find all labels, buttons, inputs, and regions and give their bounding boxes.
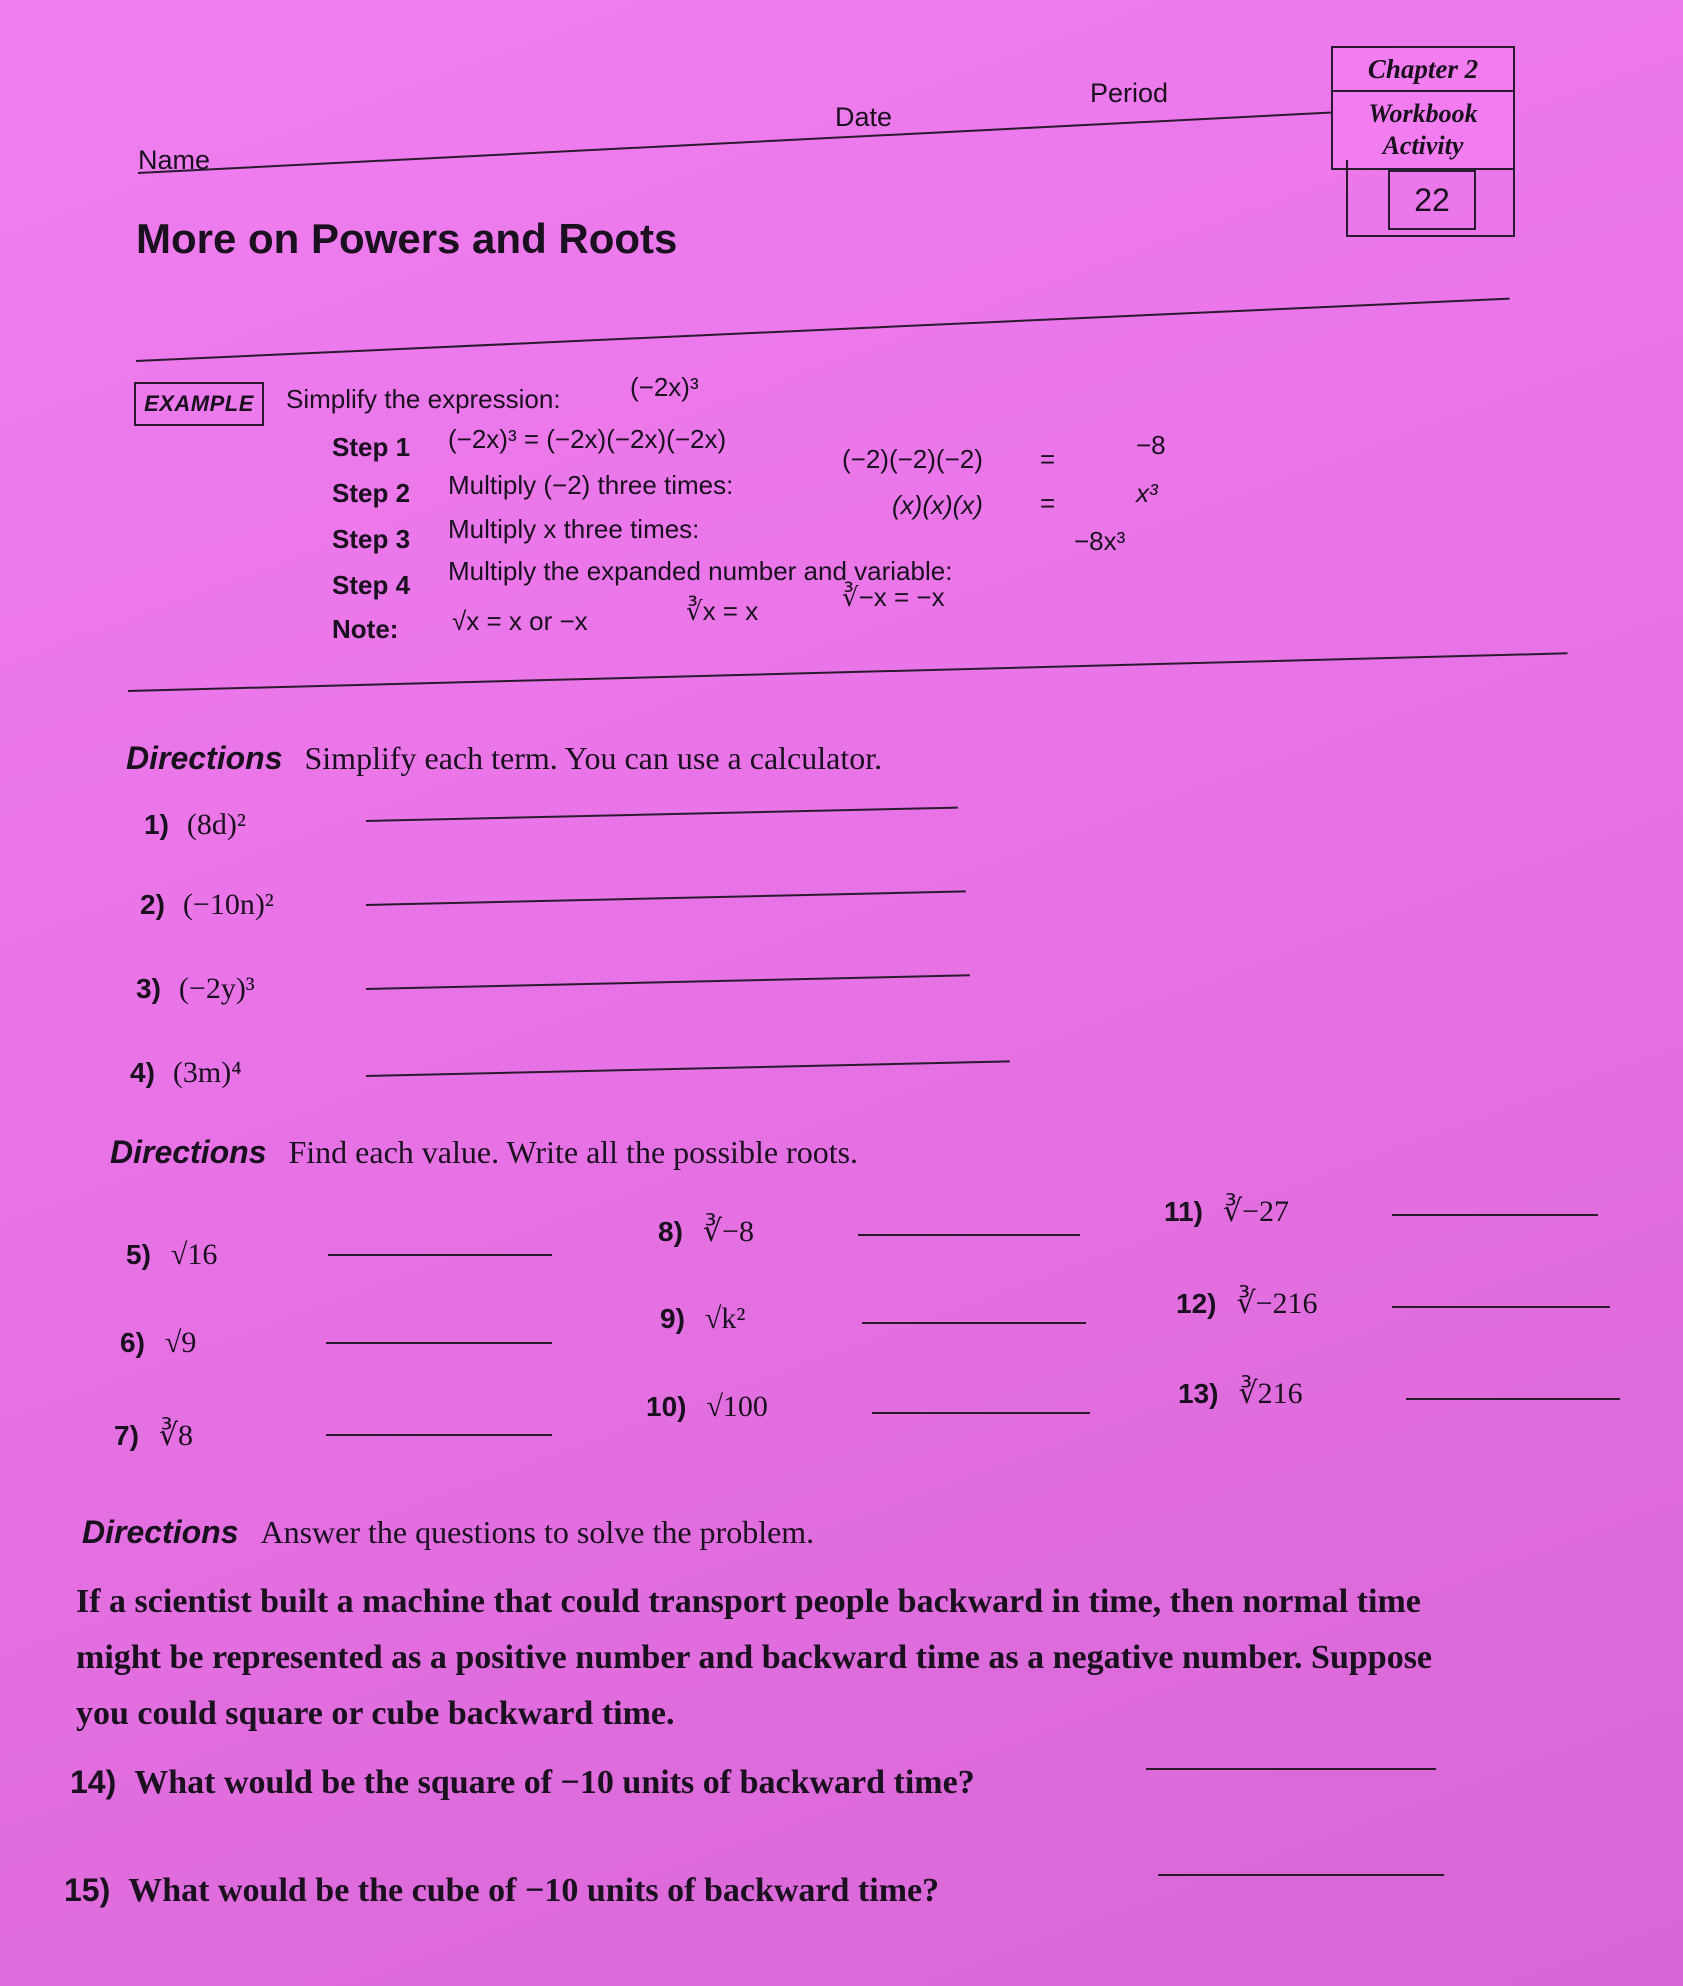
note-square-root: √x = x or −x bbox=[452, 606, 588, 636]
problem-1-expr: (8d)² bbox=[186, 808, 246, 841]
answer-line-8[interactable] bbox=[858, 1234, 1080, 1236]
answer-line-11[interactable] bbox=[1392, 1214, 1598, 1216]
name-label: Name bbox=[138, 145, 211, 175]
step-1-label: Step 1 bbox=[332, 432, 411, 462]
problem-5-num: 5) bbox=[126, 1239, 151, 1270]
question-15 bbox=[64, 1872, 939, 1910]
step-2-result: −8 bbox=[1136, 430, 1166, 460]
step-4-result: −8x³ bbox=[1074, 526, 1126, 556]
step-4-text: Multiply the expanded number and variable: bbox=[448, 556, 953, 586]
chapter-box bbox=[1331, 46, 1515, 170]
problem-11-num: 11) bbox=[1164, 1196, 1203, 1227]
question-15-text: What would be the cube of −10 units of backward time? bbox=[128, 1872, 940, 1909]
title-divider bbox=[136, 298, 1510, 362]
problem-7 bbox=[114, 1418, 193, 1453]
answer-line-4[interactable] bbox=[366, 1060, 1010, 1077]
problem-3 bbox=[136, 972, 255, 1006]
step-2-work: (−2)(−2)(−2) bbox=[842, 444, 983, 474]
problem-2 bbox=[140, 888, 274, 922]
step-3-work: (x)(x)(x) bbox=[892, 490, 983, 520]
problem-2-expr: (−10n)² bbox=[182, 888, 274, 921]
directions-1-text: Simplify each term. You can use a calculator. bbox=[304, 740, 883, 776]
directions-3-text: Answer the questions to solve the problem. bbox=[260, 1514, 815, 1550]
date-label: Date bbox=[835, 102, 893, 132]
paragraph-line-3: you could square or cube backward time. bbox=[76, 1695, 675, 1732]
problem-12 bbox=[1176, 1286, 1318, 1321]
note-cube-root-negative: ∛−x = −x bbox=[842, 582, 945, 612]
step-3-text: Multiply x three times: bbox=[448, 514, 700, 544]
directions-3 bbox=[82, 1514, 814, 1551]
answer-line-7[interactable] bbox=[326, 1434, 552, 1436]
answer-line-5[interactable] bbox=[328, 1254, 552, 1256]
step-3-result: x³ bbox=[1136, 478, 1158, 508]
example-expression: (−2x)³ bbox=[630, 372, 699, 402]
workbook-activity-label bbox=[1333, 92, 1513, 168]
workbook-text: Workbook bbox=[1368, 99, 1478, 128]
problem-1 bbox=[144, 808, 246, 842]
problem-10-expr: √100 bbox=[706, 1390, 768, 1423]
page-title: More on Powers and Roots bbox=[136, 215, 678, 262]
page-number-box: 22 bbox=[1388, 170, 1476, 230]
directions-1-word: Directions bbox=[126, 740, 283, 776]
question-14-text: What would be the square of −10 units of backward time? bbox=[134, 1764, 975, 1801]
step-3-label: Step 3 bbox=[332, 524, 411, 554]
activity-text: Activity bbox=[1382, 131, 1464, 160]
problem-7-num: 7) bbox=[114, 1420, 139, 1451]
step-2-equals: = bbox=[1040, 444, 1056, 474]
problem-13-num: 13) bbox=[1178, 1378, 1219, 1409]
question-15-num: 15) bbox=[64, 1872, 111, 1908]
problem-4 bbox=[130, 1056, 242, 1090]
chapter-label: Chapter 2 bbox=[1333, 48, 1513, 92]
problem-6-expr: √9 bbox=[164, 1326, 197, 1359]
problem-9-expr: √k² bbox=[704, 1302, 746, 1335]
name-date-period-line bbox=[138, 111, 1337, 174]
answer-line-15[interactable] bbox=[1158, 1874, 1444, 1876]
step-3-equals: = bbox=[1040, 488, 1056, 518]
step-4-label: Step 4 bbox=[332, 570, 411, 600]
example-divider bbox=[128, 652, 1568, 692]
directions-1 bbox=[126, 740, 882, 777]
note-cube-root: ∛x = x bbox=[686, 596, 759, 626]
problem-5 bbox=[126, 1238, 217, 1272]
problem-paragraph bbox=[76, 1574, 1596, 1742]
problem-7-expr: ∛8 bbox=[158, 1419, 194, 1452]
question-14 bbox=[70, 1764, 975, 1802]
problem-13 bbox=[1178, 1376, 1303, 1411]
problem-9-num: 9) bbox=[660, 1303, 685, 1334]
answer-line-3[interactable] bbox=[366, 974, 970, 990]
problem-1-num: 1) bbox=[144, 809, 169, 840]
step-2-text: Multiply (−2) three times: bbox=[448, 470, 734, 500]
problem-6 bbox=[120, 1326, 196, 1360]
answer-line-9[interactable] bbox=[862, 1322, 1086, 1324]
problem-12-expr: ∛−216 bbox=[1236, 1287, 1318, 1320]
problem-10 bbox=[646, 1390, 768, 1424]
answer-line-2[interactable] bbox=[366, 890, 966, 906]
problem-12-num: 12) bbox=[1176, 1288, 1217, 1319]
problem-2-num: 2) bbox=[140, 889, 165, 920]
problem-11 bbox=[1164, 1194, 1289, 1229]
step-1-text: (−2x)³ = (−2x)(−2x)(−2x) bbox=[448, 424, 727, 454]
note-label: Note: bbox=[332, 614, 399, 644]
problem-3-expr: (−2y)³ bbox=[178, 972, 255, 1005]
problem-8 bbox=[658, 1214, 754, 1249]
problem-4-expr: (3m)⁴ bbox=[172, 1056, 242, 1089]
step-2-label: Step 2 bbox=[332, 478, 411, 508]
problem-3-num: 3) bbox=[136, 973, 161, 1004]
problem-13-expr: ∛216 bbox=[1238, 1377, 1303, 1410]
answer-line-10[interactable] bbox=[872, 1412, 1090, 1414]
answer-line-12[interactable] bbox=[1392, 1306, 1610, 1308]
example-badge: EXAMPLE bbox=[134, 382, 264, 426]
problem-5-expr: √16 bbox=[170, 1238, 218, 1271]
directions-2 bbox=[110, 1134, 858, 1171]
directions-3-word: Directions bbox=[82, 1514, 239, 1550]
answer-line-14[interactable] bbox=[1146, 1768, 1436, 1770]
paragraph-line-1: If a scientist built a machine that could transport people backward in time, then normal time bbox=[76, 1583, 1421, 1620]
problem-8-expr: ∛−8 bbox=[702, 1215, 754, 1248]
problem-4-num: 4) bbox=[130, 1057, 155, 1088]
problem-10-num: 10) bbox=[646, 1391, 687, 1422]
period-label: Period bbox=[1090, 78, 1169, 108]
paragraph-line-2: might be represented as a positive number and backward time as a negative number. Suppose bbox=[76, 1639, 1433, 1676]
directions-2-word: Directions bbox=[110, 1134, 267, 1170]
problem-8-num: 8) bbox=[658, 1216, 683, 1247]
answer-line-6[interactable] bbox=[326, 1342, 552, 1344]
directions-2-text: Find each value. Write all the possible roots. bbox=[288, 1134, 859, 1170]
answer-line-13[interactable] bbox=[1406, 1398, 1620, 1400]
problem-11-expr: ∛−27 bbox=[1222, 1195, 1289, 1228]
problem-9 bbox=[660, 1302, 745, 1336]
problem-6-num: 6) bbox=[120, 1327, 145, 1358]
answer-line-1[interactable] bbox=[366, 807, 958, 822]
example-intro: Simplify the expression: bbox=[286, 384, 561, 414]
question-14-num: 14) bbox=[70, 1764, 117, 1800]
